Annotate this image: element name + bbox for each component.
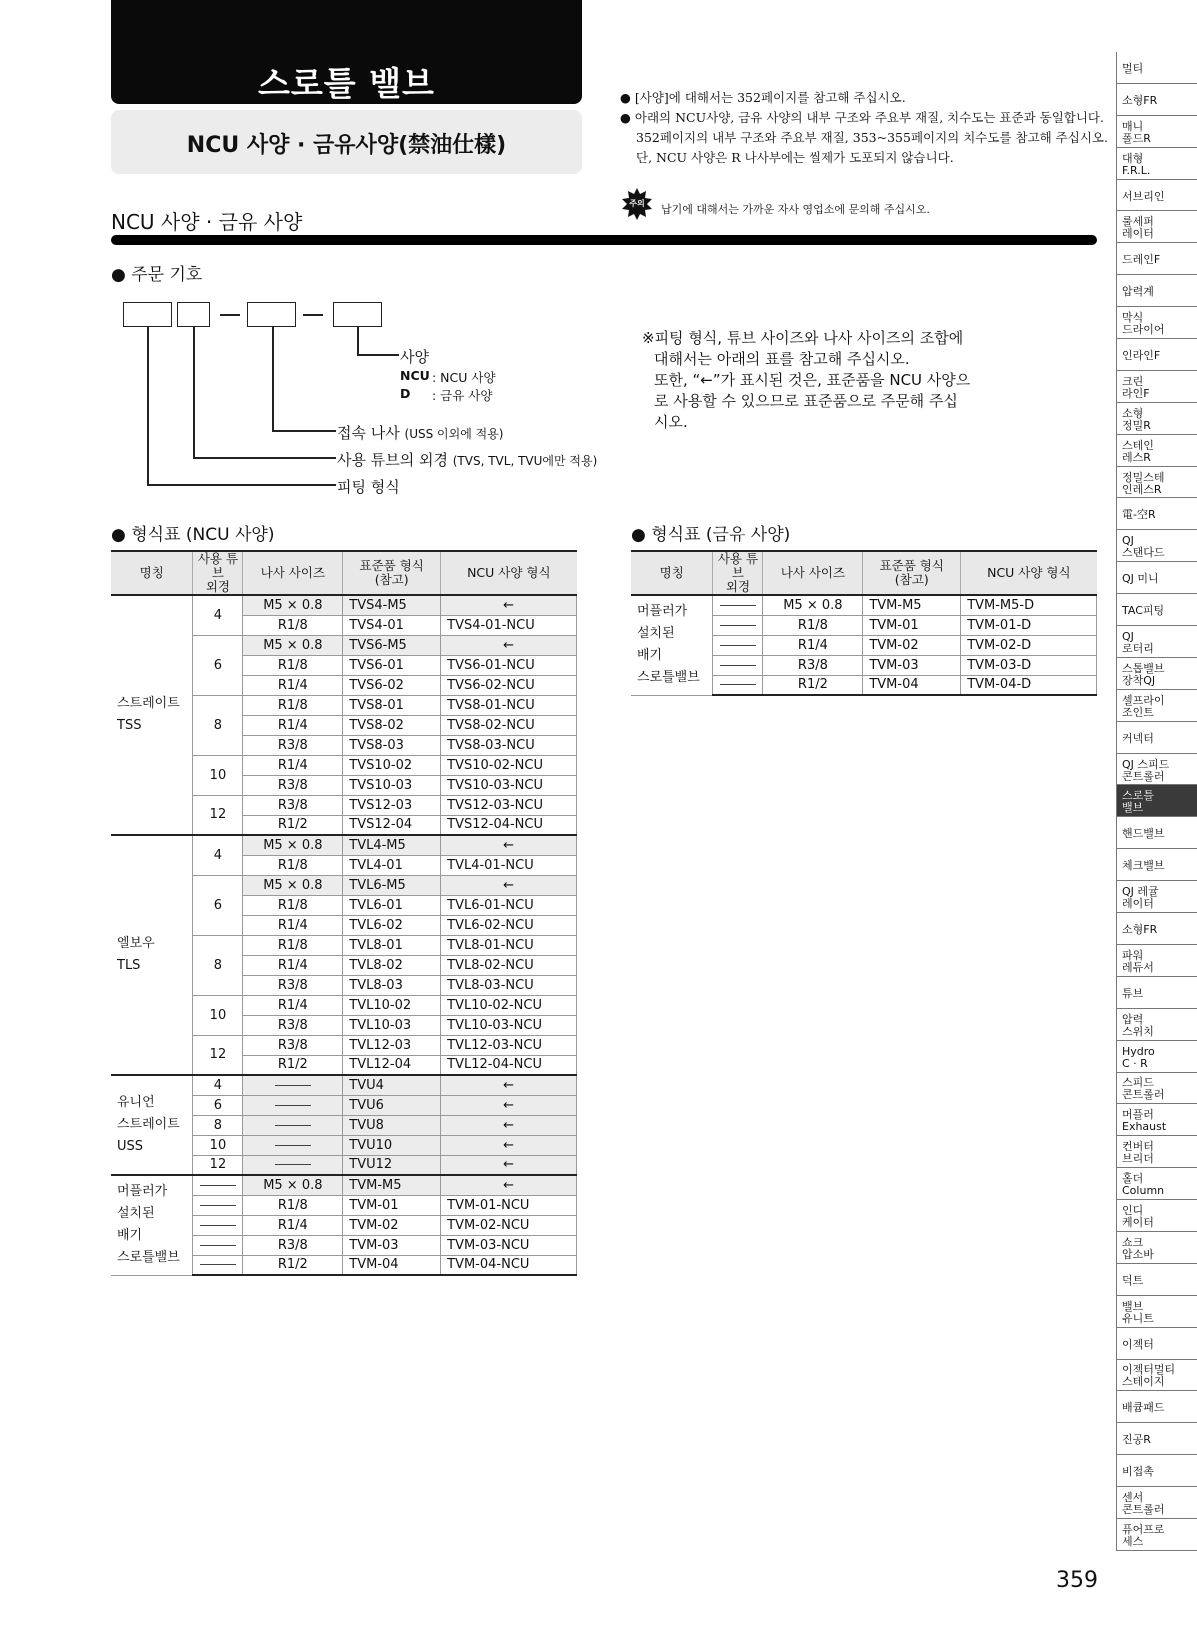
- cell-tube-od: [713, 595, 763, 615]
- cell-ncu: ←: [441, 1175, 577, 1195]
- sidebar-item[interactable]: 퓨어프로 세스: [1116, 1519, 1197, 1551]
- cell-ncu: ←: [441, 635, 577, 655]
- sidebar-item[interactable]: 덕트: [1116, 1264, 1197, 1296]
- page-title: 스로틀 밸브: [258, 64, 435, 103]
- sidebar-item[interactable]: 커넥터: [1116, 722, 1197, 754]
- spec-ncu-key: NCU: [400, 368, 430, 383]
- cell-tube-od: 6: [193, 875, 243, 935]
- cell-ncu: TVL8-02-NCU: [441, 955, 577, 975]
- sidebar-item[interactable]: 크린 라인F: [1116, 371, 1197, 403]
- cell-thread: R1/4: [243, 675, 343, 695]
- cell-standard: TVM-M5: [343, 1175, 441, 1195]
- sidebar-item[interactable]: Hydro C · R: [1116, 1041, 1197, 1073]
- cell-tube-od: 12: [193, 1155, 243, 1175]
- sidebar-item[interactable]: 파워 레듀서: [1116, 945, 1197, 977]
- cell-ncu: ←: [441, 1155, 577, 1175]
- leader-line: [357, 354, 399, 356]
- sidebar-item[interactable]: 멀티: [1116, 52, 1197, 84]
- cell-standard: TVS8-01: [343, 695, 441, 715]
- col-header-ncu: NCU 사양 형식: [961, 551, 1097, 595]
- cell-tube-od: 10: [193, 995, 243, 1035]
- sidebar-item[interactable]: 스피드 콘트롤러: [1116, 1073, 1197, 1105]
- leader-line: [147, 484, 336, 486]
- sidebar-item[interactable]: 서브리인: [1116, 180, 1197, 212]
- cell-tube-od: 8: [193, 695, 243, 755]
- cell-thread: M5 × 0.8: [243, 595, 343, 615]
- cell-standard: TVL8-02: [343, 955, 441, 975]
- table-row: [631, 595, 1097, 615]
- sidebar-item[interactable]: 스로틀 밸브: [1116, 785, 1197, 817]
- cell-standard: TVM-01: [863, 615, 961, 635]
- cell-ncu: TVS8-01-NCU: [441, 695, 577, 715]
- inquiry-text: 납기에 대해서는 가까운 자사 영업소에 문의해 주십시오.: [661, 203, 930, 216]
- col-header-thread: 나사 사이즈: [243, 551, 343, 595]
- cell-ncu: TVM-03-NCU: [441, 1235, 577, 1255]
- leader-line: [272, 327, 274, 431]
- cell-thread: R3/8: [243, 1015, 343, 1035]
- cell-ncu: TVL10-03-NCU: [441, 1015, 577, 1035]
- spec-label: 사양: [400, 348, 429, 366]
- sidebar-item[interactable]: 배큠패드: [1116, 1391, 1197, 1423]
- cell-standard: TVU4: [343, 1075, 441, 1095]
- caution-badge-text: 주의: [629, 199, 645, 208]
- cell-standard: TVU10: [343, 1135, 441, 1155]
- col-header-name: 명칭: [111, 551, 193, 595]
- cell-thread: R1/8: [243, 1195, 343, 1215]
- sidebar-item[interactable]: 드레인F: [1116, 243, 1197, 275]
- sidebar-item[interactable]: 電-空R: [1116, 498, 1197, 530]
- cell-tube-od: 10: [193, 1135, 243, 1155]
- category-sidebar: [1116, 52, 1197, 1551]
- sidebar-item[interactable]: 룰세퍼 레이터: [1116, 211, 1197, 243]
- cell-ncu: TVL6-02-NCU: [441, 915, 577, 935]
- col-header-name: 명칭: [631, 551, 713, 595]
- cell-ncu: TVS6-02-NCU: [441, 675, 577, 695]
- cell-ncu: ←: [441, 1135, 577, 1155]
- sidebar-item[interactable]: QJ 스탠다드: [1116, 530, 1197, 562]
- order-code-heading: ● 주문 기호: [111, 265, 203, 285]
- cell-standard: TVM-02: [343, 1215, 441, 1235]
- sidebar-item[interactable]: 압력 스위치: [1116, 1009, 1197, 1041]
- ncu-model-table: [111, 550, 577, 1276]
- cell-standard: TVM-01: [343, 1195, 441, 1215]
- cell-ncu: TVL4-01-NCU: [441, 855, 577, 875]
- cell-standard: TVL6-02: [343, 915, 441, 935]
- cell-standard: TVL12-03: [343, 1035, 441, 1055]
- cell-tube-od: 12: [193, 795, 243, 835]
- cell-thread: R1/4: [243, 915, 343, 935]
- cell-standard: TVL10-02: [343, 995, 441, 1015]
- tube-label: [337, 449, 597, 470]
- cell-standard: TVS10-03: [343, 775, 441, 795]
- cell-thread: R1/2: [763, 675, 863, 695]
- cell-thread: R3/8: [243, 775, 343, 795]
- note-line-1: ● [사양]에 대해서는 352페이지를 참고해 주십시오.: [620, 90, 906, 105]
- cell-ncu: TVM-04-D: [961, 675, 1097, 695]
- cell-ncu: TVS12-03-NCU: [441, 795, 577, 815]
- cell-standard: TVL6-01: [343, 895, 441, 915]
- cell-tube-od: 12: [193, 1035, 243, 1075]
- cell-ncu: TVL12-04-NCU: [441, 1055, 577, 1075]
- note-line-2: ● 아래의 NCU사양, 금유 사양의 내부 구조와 주요부 재질, 치수도는 표준과 동일합니다.: [620, 110, 1104, 125]
- note-line-3: 352페이지의 내부 구조와 주요부 재질, 353~355페이지의 치수도를 참고해 주십시오.: [636, 130, 1108, 145]
- cell-ncu: TVS8-02-NCU: [441, 715, 577, 735]
- sidebar-item[interactable]: 소형 정밀R: [1116, 403, 1197, 435]
- cell-thread: [243, 1155, 343, 1175]
- cell-thread: R1/4: [243, 1215, 343, 1235]
- cell-thread: [243, 1135, 343, 1155]
- table-row: [111, 1175, 577, 1195]
- cell-thread: R1/8: [243, 695, 343, 715]
- cell-tube-od: 4: [193, 595, 243, 635]
- cell-standard: TVU12: [343, 1155, 441, 1175]
- sidebar-item[interactable]: 튜브: [1116, 977, 1197, 1009]
- cell-ncu: TVS6-01-NCU: [441, 655, 577, 675]
- cell-tube-od: [193, 1235, 243, 1255]
- sidebar-item[interactable]: 이젝터멀티 스테이지: [1116, 1360, 1197, 1392]
- remark-line: 시오.: [654, 413, 688, 431]
- cell-tube-od: [713, 615, 763, 635]
- cell-thread: R1/4: [243, 755, 343, 775]
- cell-standard: TVS12-03: [343, 795, 441, 815]
- col-header-ncu: NCU 사양 형식: [441, 551, 577, 595]
- cell-standard: TVS6-01: [343, 655, 441, 675]
- cell-name: 머플러가 설치된 배기 스로틀밸브: [631, 595, 713, 695]
- cell-standard: TVS6-M5: [343, 635, 441, 655]
- spec-ncu-value: : NCU 사양: [432, 370, 496, 385]
- cell-name: 엘보우 TLS: [111, 835, 193, 1075]
- code-dash: [303, 314, 323, 316]
- cell-ncu: TVM-02-NCU: [441, 1215, 577, 1235]
- cell-standard: TVS8-03: [343, 735, 441, 755]
- sidebar-item[interactable]: 센서 콘트롤러: [1116, 1487, 1197, 1519]
- sidebar-item[interactable]: 스테인 레스R: [1116, 435, 1197, 467]
- ncu-table-heading: ● 형식표 (NCU 사양): [111, 525, 275, 545]
- page-number: 359: [1056, 1568, 1098, 1593]
- cell-standard: TVL4-01: [343, 855, 441, 875]
- leader-line: [147, 327, 149, 485]
- cell-tube-od: 8: [193, 935, 243, 995]
- cell-standard: TVS10-02: [343, 755, 441, 775]
- cell-ncu: TVL6-01-NCU: [441, 895, 577, 915]
- col-header-standard: 표준품 형식 (참고): [863, 551, 961, 595]
- remark-line: 또한, “←”가 표시된 것은, 표준품을 NCU 사양으: [654, 371, 971, 389]
- cell-tube-od: 6: [193, 1095, 243, 1115]
- cell-ncu: ←: [441, 1115, 577, 1135]
- sidebar-item[interactable]: 컨버터 브리더: [1116, 1136, 1197, 1168]
- cell-standard: TVM-02: [863, 635, 961, 655]
- cell-thread: R1/8: [763, 615, 863, 635]
- cell-ncu: TVL10-02-NCU: [441, 995, 577, 1015]
- cell-thread: R1/8: [243, 935, 343, 955]
- thread-label: [337, 422, 504, 443]
- remark-line: ※피팅 형식, 튜브 사이즈와 나사 사이즈의 조합에: [642, 329, 964, 347]
- cell-ncu: TVL8-01-NCU: [441, 935, 577, 955]
- cell-thread: R1/4: [243, 995, 343, 1015]
- sidebar-item[interactable]: 소형FR: [1116, 84, 1197, 116]
- cell-thread: R1/4: [243, 955, 343, 975]
- cell-standard: TVM-03: [343, 1235, 441, 1255]
- cell-thread: R3/8: [243, 975, 343, 995]
- sidebar-item[interactable]: 소형FR: [1116, 913, 1197, 945]
- cell-standard: TVM-04: [863, 675, 961, 695]
- remark-block: [642, 328, 970, 433]
- cell-tube-od: [193, 1215, 243, 1235]
- col-header-standard: 표준품 형식 (참고): [343, 551, 441, 595]
- cell-tube-od: [193, 1195, 243, 1215]
- cell-thread: [243, 1075, 343, 1095]
- leader-line: [193, 457, 336, 459]
- cell-thread: R1/8: [243, 655, 343, 675]
- sidebar-item[interactable]: QJ 레귤 레이터: [1116, 881, 1197, 913]
- cell-standard: TVL8-03: [343, 975, 441, 995]
- col-header-tube: 사용 튜브 외경: [713, 551, 763, 595]
- thread-note: (USS 이외에 적용): [404, 427, 504, 441]
- cell-ncu: ←: [441, 835, 577, 855]
- cell-thread: R3/8: [243, 795, 343, 815]
- sidebar-item[interactable]: 홀더 Column: [1116, 1168, 1197, 1200]
- spec-d-value: : 금유 사양: [432, 388, 493, 403]
- cell-thread: [243, 1115, 343, 1135]
- sidebar-item[interactable]: 인디 케이터: [1116, 1200, 1197, 1232]
- cell-tube-od: [713, 655, 763, 675]
- cell-tube-od: [193, 1255, 243, 1275]
- cell-thread: R1/8: [243, 855, 343, 875]
- cell-thread: M5 × 0.8: [763, 595, 863, 615]
- sidebar-item[interactable]: 정밀스테 인레스R: [1116, 467, 1197, 499]
- cell-standard: TVL4-M5: [343, 835, 441, 855]
- cell-standard: TVS12-04: [343, 815, 441, 835]
- cell-tube-od: 8: [193, 1115, 243, 1135]
- col-header-tube: 사용 튜브 외경: [193, 551, 243, 595]
- cell-thread: M5 × 0.8: [243, 875, 343, 895]
- cell-standard: TVS4-01: [343, 615, 441, 635]
- spec-d-key: D: [400, 386, 411, 401]
- cell-thread: R1/8: [243, 615, 343, 635]
- cell-standard: TVS4-M5: [343, 595, 441, 615]
- col-header-thread: 나사 사이즈: [763, 551, 863, 595]
- cell-ncu: TVS4-01-NCU: [441, 615, 577, 635]
- cell-tube-od: 4: [193, 1075, 243, 1095]
- oilfree-model-table: [631, 550, 1097, 696]
- cell-standard: TVL8-01: [343, 935, 441, 955]
- cell-ncu: TVM-03-D: [961, 655, 1097, 675]
- oilfree-table-heading: ● 형식표 (금유 사양): [631, 525, 791, 545]
- cell-thread: R3/8: [243, 1235, 343, 1255]
- cell-ncu: TVM-04-NCU: [441, 1255, 577, 1275]
- sidebar-item[interactable]: TAC피팅: [1116, 594, 1197, 626]
- tube-note: (TVS, TVL, TVU에만 적용): [452, 454, 598, 468]
- section-title: NCU 사양 · 금유 사양: [111, 210, 303, 234]
- cell-thread: R1/8: [243, 895, 343, 915]
- fitting-label: 피팅 형식: [337, 478, 400, 496]
- cell-ncu: TVM-M5-D: [961, 595, 1097, 615]
- sidebar-item[interactable]: 막식 드라이어: [1116, 307, 1197, 339]
- cell-thread: R1/4: [763, 635, 863, 655]
- sidebar-item[interactable]: 머플러 Exhaust: [1116, 1104, 1197, 1136]
- cell-standard: TVS6-02: [343, 675, 441, 695]
- cell-thread: R3/8: [243, 735, 343, 755]
- cell-thread: [243, 1095, 343, 1115]
- code-box-spec: [333, 302, 382, 327]
- sidebar-item[interactable]: 매니 폴드R: [1116, 116, 1197, 148]
- cell-ncu: TVM-01-NCU: [441, 1195, 577, 1215]
- cell-thread: M5 × 0.8: [243, 835, 343, 855]
- cell-standard: TVL10-03: [343, 1015, 441, 1035]
- cell-ncu: TVL12-03-NCU: [441, 1035, 577, 1055]
- cell-thread: R1/4: [243, 715, 343, 735]
- thread-label-text: 접속 나사: [337, 424, 400, 442]
- cell-standard: TVM-M5: [863, 595, 961, 615]
- note-line-4: 단, NCU 사양은 R 나사부에는 씰제가 도포되지 않습니다.: [636, 150, 954, 165]
- cell-tube-od: [713, 675, 763, 695]
- sidebar-item[interactable]: 이젝터: [1116, 1328, 1197, 1360]
- sidebar-item[interactable]: 핸드밸브: [1116, 817, 1197, 849]
- table-row: [111, 835, 577, 855]
- cell-thread: R3/8: [763, 655, 863, 675]
- cell-name: 머플러가 설치된 배기 스로틀밸브: [111, 1175, 193, 1275]
- code-dash: [220, 314, 240, 316]
- cell-standard: TVS8-02: [343, 715, 441, 735]
- cell-thread: R3/8: [243, 1035, 343, 1055]
- sidebar-item[interactable]: 밸브 유니트: [1116, 1296, 1197, 1328]
- tube-label-text: 사용 튜브의 외경: [337, 451, 448, 469]
- table-row: [111, 595, 577, 615]
- cell-tube-od: 6: [193, 635, 243, 695]
- cell-ncu: TVS10-02-NCU: [441, 755, 577, 775]
- cell-tube-od: 4: [193, 835, 243, 875]
- remark-line: 대해서는 아래의 표를 참고해 주십시오.: [654, 350, 910, 368]
- cell-thread: M5 × 0.8: [243, 1175, 343, 1195]
- cell-name: 스트레이트 TSS: [111, 595, 193, 835]
- sidebar-item[interactable]: 체크밸브: [1116, 849, 1197, 881]
- cell-standard: TVU6: [343, 1095, 441, 1115]
- page-subtitle: NCU 사양 · 금유사양(禁油仕樣): [186, 133, 507, 158]
- cell-ncu: ←: [441, 875, 577, 895]
- cell-thread: R1/2: [243, 815, 343, 835]
- leader-line: [357, 327, 359, 355]
- cell-standard: TVU8: [343, 1115, 441, 1135]
- sidebar-item[interactable]: QJ 스피드 콘트롤러: [1116, 754, 1197, 786]
- sidebar-item[interactable]: 쇼크 압소바: [1116, 1232, 1197, 1264]
- cell-tube-od: 10: [193, 755, 243, 795]
- sidebar-item[interactable]: 진공R: [1116, 1423, 1197, 1455]
- code-box-tube: [177, 302, 210, 327]
- cell-ncu: ←: [441, 1075, 577, 1095]
- cell-ncu: ←: [441, 595, 577, 615]
- remark-line: 로 사용할 수 있으므로 표준품으로 주문해 주십: [654, 392, 958, 410]
- cell-ncu: ←: [441, 1095, 577, 1115]
- cell-ncu: TVS12-04-NCU: [441, 815, 577, 835]
- sidebar-item[interactable]: 압력계: [1116, 275, 1197, 307]
- sidebar-item[interactable]: QJ 미니: [1116, 562, 1197, 594]
- cell-name: 유니언 스트레이트 USS: [111, 1075, 193, 1175]
- cell-ncu: TVL8-03-NCU: [441, 975, 577, 995]
- sidebar-item[interactable]: 스톱밸브 장착QJ: [1116, 658, 1197, 690]
- cell-tube-od: [713, 635, 763, 655]
- cell-standard: TVL6-M5: [343, 875, 441, 895]
- cell-ncu: TVM-01-D: [961, 615, 1097, 635]
- sidebar-item[interactable]: QJ 로터리: [1116, 626, 1197, 658]
- cell-tube-od: [193, 1175, 243, 1195]
- leader-line: [193, 327, 195, 458]
- cell-ncu: TVS10-03-NCU: [441, 775, 577, 795]
- cell-standard: TVM-03: [863, 655, 961, 675]
- cell-standard: TVL12-04: [343, 1055, 441, 1075]
- leader-line: [272, 430, 336, 432]
- cell-ncu: TVS8-03-NCU: [441, 735, 577, 755]
- cell-ncu: TVM-02-D: [961, 635, 1097, 655]
- sidebar-item[interactable]: 비접촉: [1116, 1455, 1197, 1487]
- cell-standard: TVM-04: [343, 1255, 441, 1275]
- sidebar-item[interactable]: 셀프라이 조인트: [1116, 690, 1197, 722]
- cell-thread: R1/2: [243, 1255, 343, 1275]
- code-box-thread: [247, 302, 296, 327]
- code-box-fitting: [123, 302, 172, 327]
- section-divider: [111, 235, 1097, 245]
- table-row: [111, 1075, 577, 1095]
- sidebar-item[interactable]: 인라인F: [1116, 339, 1197, 371]
- sidebar-item[interactable]: 대형 F.R.L.: [1116, 148, 1197, 180]
- cell-thread: M5 × 0.8: [243, 635, 343, 655]
- cell-thread: R1/2: [243, 1055, 343, 1075]
